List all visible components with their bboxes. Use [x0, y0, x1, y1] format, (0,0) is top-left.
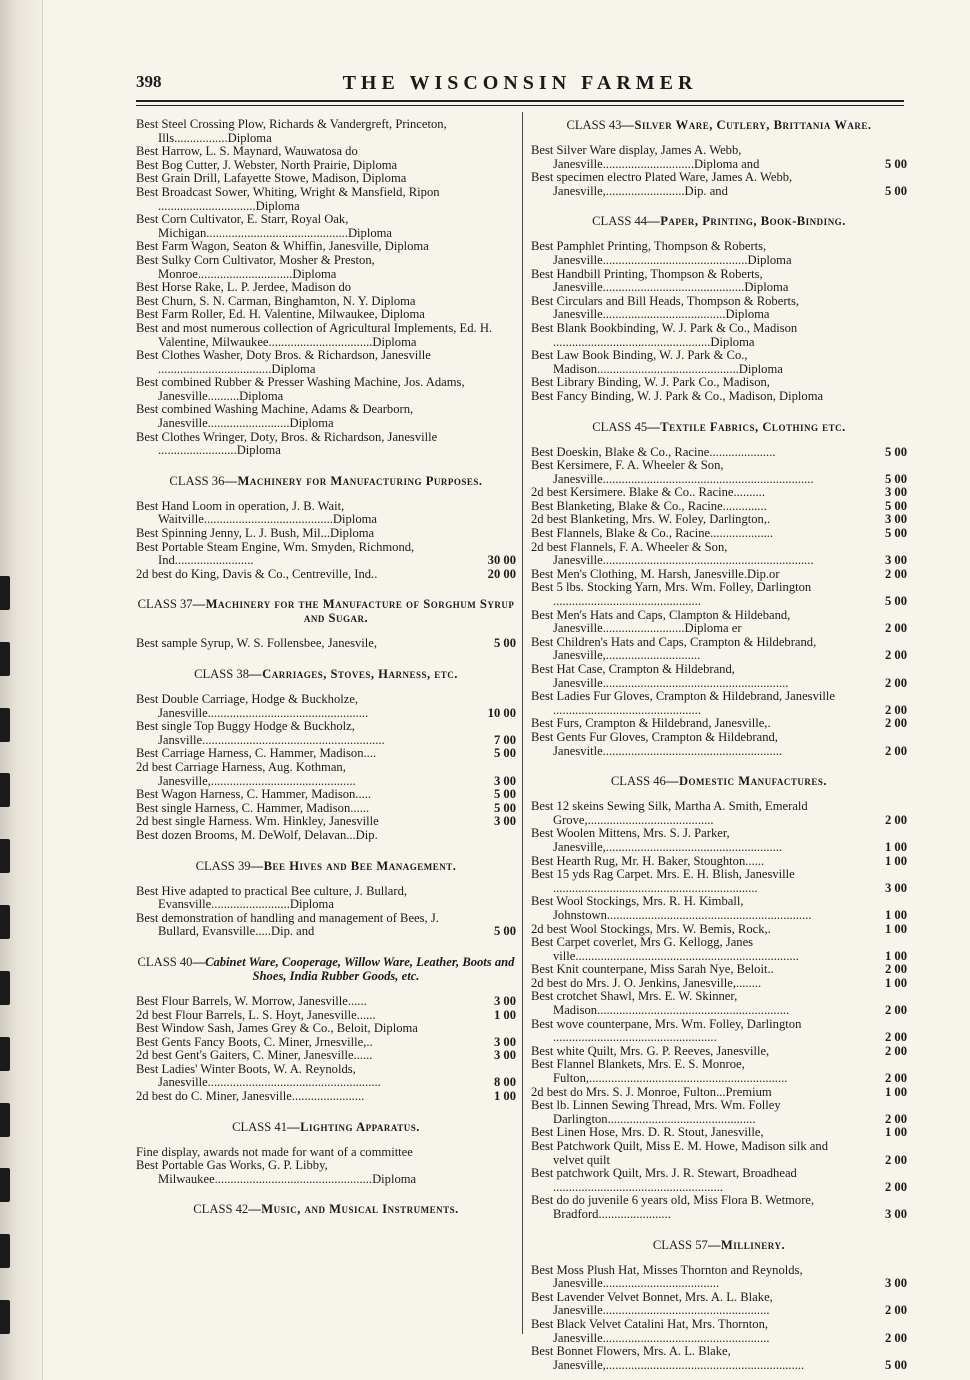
award-entry: [531, 977, 907, 991]
award-entry: [531, 171, 907, 198]
award-amount: 2 00: [884, 1003, 907, 1018]
award-entry: [136, 637, 516, 651]
award-text: Best Furs, Crampton & Hildebrand, Janesville,.: [531, 716, 771, 731]
award-amount: 3 00: [884, 880, 907, 895]
award-entry: [531, 240, 907, 267]
award-amount: 1 00: [493, 1089, 516, 1104]
award-text: Best Woolen Mittens, Mrs. S. J. Parker, Janesville,........................................................: [531, 826, 783, 854]
award-entry: [531, 800, 907, 827]
award-text: Best Portable Steam Engine, Wm. Smyden, Richmond, Ind.........................: [136, 539, 415, 568]
award-amount: 2 00: [884, 1030, 907, 1045]
award-entry: [136, 213, 516, 240]
award-amount: 2 00: [884, 566, 907, 581]
award-amount: 5 00: [493, 636, 516, 651]
award-amount: 3 00: [493, 814, 516, 829]
class-heading: [136, 1120, 516, 1134]
award-amount: 1 00: [884, 1084, 907, 1099]
award-text: Best Ladies Fur Gloves, Crampton & Hildebrand, Janesville ...............................................: [531, 689, 835, 717]
class-number: CLASS 43: [566, 118, 622, 132]
award-amount: 3 00: [884, 553, 907, 568]
award-entry: [136, 295, 516, 309]
class-number: CLASS 41: [232, 1119, 288, 1134]
award-entry: [531, 1086, 907, 1100]
award-text: Best Horse Rake, L. P. Jerdee, Madison do: [136, 280, 352, 295]
class-number: CLASS 45: [592, 419, 648, 434]
award-amount: 3 00: [884, 1206, 907, 1221]
award-amount: 1 00: [493, 1007, 516, 1022]
award-text: Best Harrow, L. S. Maynard, Wauwatosa do: [136, 144, 358, 159]
award-text: Best specimen electro Plated Ware, James A. Webb, Janesville,.........................Dip. and: [531, 170, 793, 198]
award-amount: 10 00: [487, 705, 516, 720]
award-text: Best Law Book Binding, W. J. Park & Co., Madison.............................................Diploma: [531, 348, 783, 376]
award-text: Best Men's Hats and Caps, Clampton & Hildeband, Janesville..........................Diploma er: [531, 607, 791, 636]
award-text: Best Wagon Harness, C. Hammer, Madison.....: [136, 787, 372, 802]
award-text: 2d best single Harness. Wm. Hinkley, Janesville: [136, 814, 379, 829]
award-entry: [531, 295, 907, 322]
class-subject: —Music, and Musical Instruments.: [248, 1202, 459, 1217]
award-entry: [136, 431, 516, 458]
award-text: Best Men's Clothing, M. Harsh, Janesville.Dip.or: [531, 566, 780, 581]
award-amount: 5 00: [884, 471, 907, 486]
award-text: Best combined Rubber & Presser Washing Machine, Jos. Adams, Janesville..........Diploma: [136, 375, 465, 403]
award-entry: [531, 1140, 907, 1167]
award-text: Best and most numerous collection of Agricultural Implements, Ed. H. Valentine, Milwaukee.................................Diploma: [136, 320, 493, 349]
award-entry: [136, 403, 516, 430]
award-text: Best Ladies' Winter Boots, W. A. Reynolds, Janesville.......................................................: [136, 1061, 381, 1090]
award-text: Best Gents Fur Gloves, Crampton & Hildebrand, Janesvitle.........................................................: [531, 729, 783, 758]
award-entry: [531, 486, 907, 500]
award-text: Best Spinning Jenny, L. J. Bush, Mil...Diploma: [136, 526, 375, 541]
page-header: [136, 72, 904, 98]
award-amount: 3 00: [493, 993, 516, 1008]
award-entry: [531, 527, 907, 541]
award-entry: [531, 827, 907, 854]
class-number: CLASS 44: [592, 214, 648, 229]
award-text: Best Doeskin, Blake & Co., Racine.....................: [531, 444, 776, 459]
award-amount: 3 00: [493, 773, 516, 788]
award-entry: [136, 145, 516, 159]
award-text: Best Hat Case, Crampton & Hildebrand, Janesville...........................................................: [531, 662, 789, 690]
award-amount: 2 00: [884, 1071, 907, 1086]
award-text: Best Linen Hose, Mrs. D. R. Stout, Janesville,: [531, 1125, 764, 1140]
award-text: 2d best Gent's Gaiters, C. Miner, Janesville......: [136, 1048, 373, 1063]
award-entry: [531, 1045, 907, 1059]
award-amount: 5 00: [884, 444, 907, 459]
award-text: Best dozen Brooms, M. DeWolf, Delavan...Dip.: [136, 827, 378, 842]
award-entry: [531, 446, 907, 460]
award-entry: [531, 322, 907, 349]
book-spine: [0, 0, 43, 1380]
class-number: CLASS 38: [194, 667, 250, 681]
award-text: Best single Top Buggy Hodge & Buckholz, Jansville..........................................................: [136, 719, 385, 747]
award-entry: [136, 912, 516, 939]
award-amount: 1 00: [884, 907, 907, 922]
class-heading: [136, 667, 516, 681]
award-text: Best Sulky Corn Cultivator, Mosher & Preston, Monroe..............................Diploma: [136, 252, 375, 281]
award-text: Best Knit counterpane, Miss Sarah Nye, Beloit..: [531, 962, 774, 977]
award-text: Best Lavender Velvet Bonnet, Mrs. A. L. Blake, Janesville.....................................................: [531, 1289, 773, 1318]
award-entry: [531, 936, 907, 963]
award-amount: 1 00: [884, 921, 907, 936]
award-amount: 2 00: [884, 1043, 907, 1058]
award-entry: [136, 720, 516, 747]
award-text: Best demonstration of handling and management of Bees, J. Bullard, Evansville.....Dip. and: [136, 910, 439, 939]
award-entry: [136, 1146, 516, 1160]
class-heading: [531, 1238, 907, 1252]
class-number: CLASS 40: [137, 954, 193, 969]
class-subject: —Bee Hives and Bee Management.: [250, 858, 457, 873]
award-amount: 1 00: [884, 948, 907, 963]
award-entry: [136, 322, 516, 349]
award-entry: [531, 1264, 907, 1291]
award-text: Best Flour Barrels, W. Morrow, Janesville......: [136, 993, 367, 1008]
award-entry: [531, 1099, 907, 1126]
award-amount: 2 00: [884, 648, 907, 663]
award-text: Best Clothes Washer, Doty Bros. & Richardson, Janesville ....................................Diploma: [136, 348, 431, 376]
award-entry: [136, 281, 516, 295]
award-entry: [136, 829, 516, 843]
class-subject: —Silver Ware, Cutlery, Brittania Ware.: [621, 118, 872, 132]
award-text: Best Wool Stockings, Mrs. R. H. Kimball, Johnstown.................................................................: [531, 894, 812, 922]
award-entry: [531, 717, 907, 731]
award-text: Best Carriage Harness, C. Hammer, Madison....: [136, 746, 377, 761]
award-entry: [531, 963, 907, 977]
class-number: CLASS 37: [137, 597, 193, 612]
award-entry: [531, 568, 907, 582]
left-column: [136, 118, 516, 1228]
award-text: Best combined Washing Machine, Adams & Dearborn, Janesville..........................Diploma: [136, 402, 414, 431]
award-amount: 3 00: [884, 485, 907, 500]
award-text: 2d best do Mrs. J. O. Jenkins, Janesville,........: [531, 975, 762, 990]
award-entry: [531, 500, 907, 514]
award-text: Best Bonnet Flowers, Mrs. A. L. Blake, Janesville,...............................................................: [531, 1344, 805, 1372]
award-text: 2d best Carriage Harness, Aug. Kothman, Janesville,..............................................: [136, 759, 356, 788]
award-amount: 2 00: [884, 1330, 907, 1345]
award-amount: 5 00: [884, 183, 907, 198]
class-subject: —Domestic Manufactures.: [665, 774, 828, 789]
award-entry: [531, 1126, 907, 1140]
award-entry: [136, 1049, 516, 1063]
award-amount: 2 00: [884, 812, 907, 827]
award-amount: 8 00: [493, 1075, 516, 1090]
award-amount: 30 00: [487, 553, 516, 568]
award-entry: [136, 568, 516, 582]
class-heading: [136, 1202, 516, 1216]
class-subject: —Machinery for the Manufacture of Sorghum Syrup and Sugar.: [192, 597, 515, 626]
award-entry: [136, 308, 516, 322]
award-text: Best Hive adapted to practical Bee culture, J. Bullard, Evansville.........................Diploma: [136, 883, 408, 912]
award-amount: 3 00: [493, 1034, 516, 1049]
award-text: Best Portable Gas Works, G. P. Libby, Milwaukee..................................................Diploma: [136, 1158, 417, 1186]
award-entry: [136, 159, 516, 173]
award-text: Fine display, awards not made for want of a committee: [136, 1144, 413, 1159]
award-amount: 2 00: [884, 702, 907, 717]
class-heading: [531, 214, 907, 228]
award-entry: [531, 1194, 907, 1221]
award-entry: [136, 815, 516, 829]
award-entry: [531, 895, 907, 922]
award-text: Best Carpet coverlet, Mrs G. Kellogg, Janes ville.......................................................................: [531, 935, 799, 963]
award-amount: 5 00: [884, 1357, 907, 1372]
award-text: Best Broadcast Sower, Whiting, Wright & Mansfield, Ripon ...............................Diploma: [136, 184, 440, 213]
class-number: CLASS 39: [195, 858, 251, 873]
award-entry: [531, 513, 907, 527]
award-text: 2d best do Mrs. S. J. Monroe, Fulton...Premium: [531, 1084, 772, 1099]
award-entry: [531, 349, 907, 376]
award-entry: [136, 885, 516, 912]
award-amount: 1 00: [884, 975, 907, 990]
award-text: Best Hand Loom in operation, J. B. Wait, Waitville.........................................Diploma: [136, 498, 378, 527]
award-entry: [136, 788, 516, 802]
award-amount: 5 00: [493, 746, 516, 761]
class-subject: —Textile Fabrics, Clothing etc.: [647, 419, 846, 434]
class-heading: [136, 955, 516, 983]
award-text: Best 12 skeins Sewing Silk, Martha A. Smith, Emerald Grove,........................................: [531, 799, 808, 827]
page-number: 398: [136, 72, 162, 91]
award-entry: [136, 1090, 516, 1104]
award-entry: [531, 1318, 907, 1345]
award-entry: [136, 1009, 516, 1023]
award-text: Best Farm Wagon, Seaton & Whiffin, Janesville, Diploma: [136, 239, 429, 254]
award-entry: [136, 1063, 516, 1090]
award-entry: [531, 609, 907, 636]
award-text: Best Black Velvet Catalini Hat, Mrs. Thornton, Janesville.....................................................: [531, 1316, 770, 1345]
award-entry: [136, 500, 516, 527]
award-text: Best Handbill Printing, Thompson & Roberts, Janesville.............................................Diploma: [531, 266, 789, 295]
award-text: 2d best Flannels, F. A. Wheeler & Son, Janesville...................................................................: [531, 539, 814, 568]
class-number: CLASS 36: [169, 473, 225, 488]
award-amount: 2 00: [884, 1179, 907, 1194]
class-subject: —Paper, Printing, Book-Binding.: [647, 214, 846, 229]
award-entry: [136, 118, 516, 145]
award-entry: [136, 1022, 516, 1036]
award-text: Best Gents Fancy Boots, C. Miner, Jrnesville,..: [136, 1034, 373, 1049]
award-text: Best Moss Plush Hat, Misses Thornton and Reynolds, Janesville.....................................: [531, 1262, 803, 1291]
award-amount: 2 00: [884, 621, 907, 636]
award-text: Best white Quilt, Mrs. G. P. Reeves, Janesville,: [531, 1043, 770, 1058]
header-rule-thin: [136, 105, 904, 106]
award-entry: [531, 855, 907, 869]
award-entry: [531, 1058, 907, 1085]
award-text: 2d best Blanketing, Mrs. W. Foley, Darlington,.: [531, 512, 771, 527]
award-text: 2d best do King, Davis & Co., Centreville, Ind..: [136, 566, 378, 581]
award-text: Best Corn Cultivator, E. Starr, Royal Oak, Michigan.............................................Diploma: [136, 212, 393, 240]
award-text: Best crotchet Shawl, Mrs. E. W. Skinner, Madison.............................................................: [531, 989, 790, 1018]
award-text: Best Pamphlet Printing, Thompson & Roberts, Janesville..............................................Diploma: [531, 239, 792, 267]
award-text: Best Blanketing, Blake & Co., Racine..............: [531, 498, 767, 513]
award-amount: 2 00: [884, 962, 907, 977]
award-entry: [136, 240, 516, 254]
award-entry: [531, 990, 907, 1017]
award-entry: [136, 747, 516, 761]
award-text: Best patchwork Quilt, Mrs. J. R. Stewart, Broadhead ......................................................: [531, 1166, 797, 1194]
award-entry: [136, 761, 516, 788]
award-text: Best Grain Drill, Lafayette Stowe, Madison, Diploma: [136, 171, 407, 186]
award-amount: 5 00: [884, 526, 907, 541]
award-amount: 3 00: [493, 1048, 516, 1063]
award-amount: 5 00: [493, 924, 516, 939]
award-text: Best wove counterpane, Mrs. Wm. Folley, Darlington ....................................................: [531, 1016, 802, 1045]
award-entry: [136, 1159, 516, 1186]
award-entry: [531, 581, 907, 608]
award-amount: 7 00: [493, 732, 516, 747]
award-amount: 2 00: [884, 743, 907, 758]
award-text: Best Churn, S. N. Carman, Binghamton, N. Y. Diploma: [136, 293, 416, 308]
award-entry: [136, 349, 516, 376]
award-text: Best Clothes Wringer, Doty, Bros. & Richardson, Janesville .........................Diploma: [136, 429, 438, 458]
award-text: 2d best Wool Stockings, Mrs. W. Bemis, Rock,.: [531, 921, 771, 936]
class-subject: —Lighting Apparatus.: [287, 1119, 420, 1134]
award-text: Best 15 yds Rag Carpet. Mrs. E. H. Blish, Janesville .................................................................: [531, 867, 795, 895]
award-amount: 3 00: [884, 512, 907, 527]
award-entry: [136, 376, 516, 403]
class-subject: —Millinery.: [707, 1237, 786, 1252]
award-text: Best 5 lbs. Stocking Yarn, Mrs. Wm. Folley, Darlington ...............................................: [531, 580, 812, 609]
award-text: Best Patchwork Quilt, Miss E. M. Howe, Madison silk and velvet quilt: [531, 1139, 828, 1167]
class-subject: —Carriages, Stoves, Harness, etc.: [249, 667, 458, 681]
award-text: Best Blank Bookbinding, W. J. Park & Co., Madison ..................................................Diploma: [531, 320, 798, 349]
award-entry: [531, 1167, 907, 1194]
award-amount: 2 00: [884, 716, 907, 731]
award-entry: [531, 923, 907, 937]
award-entry: [531, 268, 907, 295]
award-amount: 2 00: [884, 675, 907, 690]
award-entry: [531, 144, 907, 171]
award-text: Best Circulars and Bill Heads, Thompson & Roberts, Janesville.......................................Diploma: [531, 293, 800, 322]
award-text: Best Steel Crossing Plow, Richards & Vandergreft, Princeton, Ills.................Diploma: [136, 117, 447, 145]
award-entry: [531, 1345, 907, 1372]
award-entry: [531, 541, 907, 568]
award-entry: [531, 663, 907, 690]
award-text: Best Farm Roller, Ed. H. Valentine, Milwaukee, Diploma: [136, 307, 425, 322]
column-divider: [522, 112, 523, 1334]
award-entry: [531, 390, 907, 404]
award-amount: 2 00: [884, 1303, 907, 1318]
award-text: Best single Harness, C. Hammer, Madison......: [136, 800, 370, 815]
spine-library-stamp: [0, 560, 12, 1350]
award-entry: [531, 459, 907, 486]
award-entry: [136, 802, 516, 816]
class-heading: [136, 597, 516, 625]
award-entry: [531, 690, 907, 717]
award-amount: 2 00: [884, 1111, 907, 1126]
award-text: Best Double Carriage, Hodge & Buckholze, Janesville...................................................: [136, 692, 369, 720]
award-text: Best Silver Ware display, James A. Webb, Janesville.............................Diploma and: [531, 143, 760, 171]
class-number: CLASS 57: [652, 1237, 708, 1252]
class-heading: [136, 859, 516, 873]
award-text: Best Hearth Rug, Mr. H. Baker, Stoughton......: [531, 853, 765, 868]
class-subject: —Cabinet Ware, Cooperage, Willow Ware, Leather, Boots and Shoes, India Rubber Goods, etc.: [192, 954, 515, 983]
award-entry: [136, 254, 516, 281]
award-amount: 1 00: [884, 1125, 907, 1140]
award-amount: 20 00: [487, 566, 516, 581]
award-amount: 2 00: [884, 1152, 907, 1167]
award-entry: [531, 636, 907, 663]
award-text: 2d best Flour Barrels, L. S. Hoyt, Janesville......: [136, 1007, 376, 1022]
award-amount: 1 00: [884, 853, 907, 868]
award-text: Best Fancy Binding, W. J. Park & Co., Madison, Diploma: [531, 388, 824, 403]
award-amount: 1 00: [884, 839, 907, 854]
award-text: 2d best Kersimere. Blake & Co.. Racine..........: [531, 485, 765, 500]
class-number: CLASS 42: [193, 1202, 249, 1217]
award-entry: [136, 527, 516, 541]
award-entry: [136, 172, 516, 186]
award-entry: [531, 1291, 907, 1318]
class-heading: [531, 774, 907, 788]
award-entry: [531, 1018, 907, 1045]
header-rule: [136, 100, 904, 102]
award-entry: [136, 186, 516, 213]
award-amount: 5 00: [884, 156, 907, 171]
class-heading: [531, 420, 907, 434]
award-text: Best Children's Hats and Caps, Crampton & Hildebrand, Janesville,..............................: [531, 634, 817, 663]
award-text: Best do do juvenile 6 years old, Miss Flora B. Wetmore, Bradford.......................: [531, 1193, 815, 1221]
award-text: Best lb. Linnen Sewing Thread, Mrs. Wm. Folley Darlington...............................................: [531, 1098, 781, 1126]
award-text: Best Flannel Blankets, Mrs. E. S. Monroe, Fulton,...............................................................: [531, 1057, 788, 1086]
award-text: 2d best do C. Miner, Janesville.......................: [136, 1089, 365, 1104]
award-entry: [136, 541, 516, 568]
award-text: Best Kersimere, F. A. Wheeler & Son, Janesville...................................................................: [531, 458, 814, 486]
award-text: Best Library Binding, W. J. Park Co., Madison,: [531, 375, 770, 390]
award-entry: [531, 376, 907, 390]
class-heading: [531, 118, 907, 132]
class-number: CLASS 46: [610, 774, 666, 789]
award-text: Best Flannels, Blake & Co., Racine....................: [531, 526, 774, 541]
award-amount: 5 00: [884, 498, 907, 513]
right-column: [531, 118, 907, 1372]
award-entry: [136, 995, 516, 1009]
class-heading: [136, 474, 516, 488]
award-amount: 3 00: [884, 1276, 907, 1291]
award-entry: [136, 693, 516, 720]
class-subject: —Machinery for Manufacturing Purposes.: [224, 473, 483, 488]
award-entry: [531, 731, 907, 758]
award-text: Best sample Syrup, W. S. Follensbee, Janesvile,: [136, 636, 378, 651]
award-entry: [531, 868, 907, 895]
award-text: Best Bog Cutter, J. Webster, North Prairie, Diploma: [136, 157, 398, 172]
running-title: THE WISCONSIN FARMER: [342, 72, 698, 94]
award-entry: [136, 1036, 516, 1050]
award-amount: 5 00: [493, 787, 516, 802]
award-text: Best Window Sash, James Grey & Co., Beloit, Diploma: [136, 1021, 418, 1036]
award-amount: 5 00: [884, 594, 907, 609]
award-amount: 5 00: [493, 800, 516, 815]
